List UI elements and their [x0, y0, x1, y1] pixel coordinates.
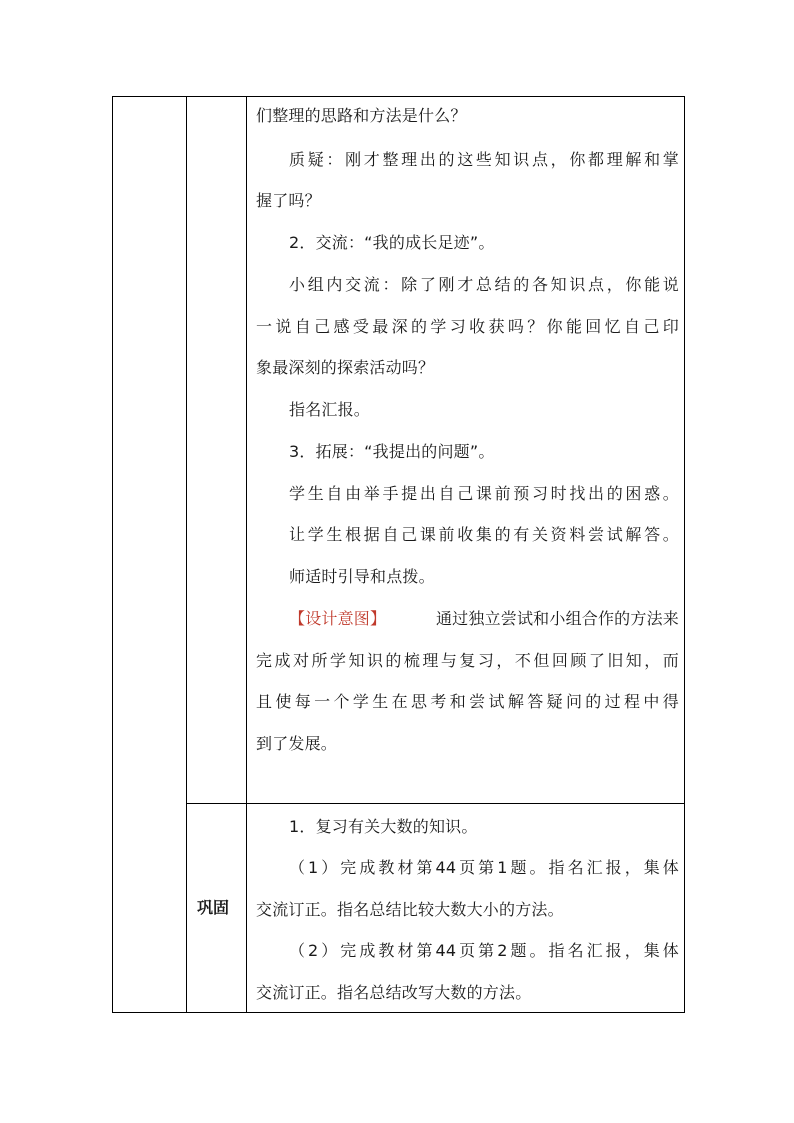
text-line: （2）完成教材第44页第2题。指名汇报，集体: [289, 941, 679, 960]
text-line: 握了吗？: [256, 191, 321, 210]
design-intent-text: 通过独立尝试和小组合作的方法来: [435, 609, 679, 628]
text-line: 交流订正。指名总结改写大数的方法。: [256, 983, 532, 1002]
row-label-consolidation: 巩固: [197, 898, 230, 917]
text-line: 完成对所学知识的梳理与复习，不但回顾了旧知，而: [256, 651, 679, 670]
text-line: 指名汇报。: [289, 400, 371, 419]
text-line: （1）完成教材第44页第1题。指名汇报，集体: [289, 858, 679, 877]
text-line: 让学生根据自己课前收集的有关资料尝试解答。: [289, 525, 679, 544]
text-line: 到了发展。: [256, 734, 338, 753]
text-line: 学生自由举手提出自己课前预习时找出的困惑。: [289, 484, 679, 503]
text-line: 质疑：刚才整理出的这些知识点，你都理解和掌: [289, 150, 679, 169]
text-line: 1．复习有关大数的知识。: [289, 817, 478, 836]
text-line: 小组内交流：除了刚才总结的各知识点，你能说: [289, 275, 679, 294]
table-top-border: [112, 96, 685, 97]
column-divider-1: [186, 96, 187, 1013]
text-line: 象最深刻的探索活动吗？: [256, 358, 435, 377]
table-left-border: [112, 96, 113, 1013]
text-line: 们整理的思路和方法是什么？: [256, 106, 467, 125]
row-divider: [186, 803, 685, 804]
table-right-border: [684, 96, 685, 1013]
design-intent-tag: 【设计意图】: [289, 609, 387, 628]
text-line: 且使每一个学生在思考和尝试解答疑问的过程中得: [256, 692, 679, 711]
design-intent-first-line: [289, 609, 679, 629]
text-line: 交流订正。指名总结比较大数大小的方法。: [256, 900, 564, 919]
column-divider-2: [246, 96, 247, 1013]
table-bottom-border: [112, 1012, 685, 1013]
text-line: 3．拓展：“我提出的问题”。: [289, 442, 495, 461]
text-line: 2．交流：“我的成长足迹”。: [289, 233, 495, 252]
text-line: 师适时引导和点拨。: [289, 567, 435, 586]
text-line: 一说自己感受最深的学习收获吗？你能回忆自己印: [256, 317, 679, 336]
